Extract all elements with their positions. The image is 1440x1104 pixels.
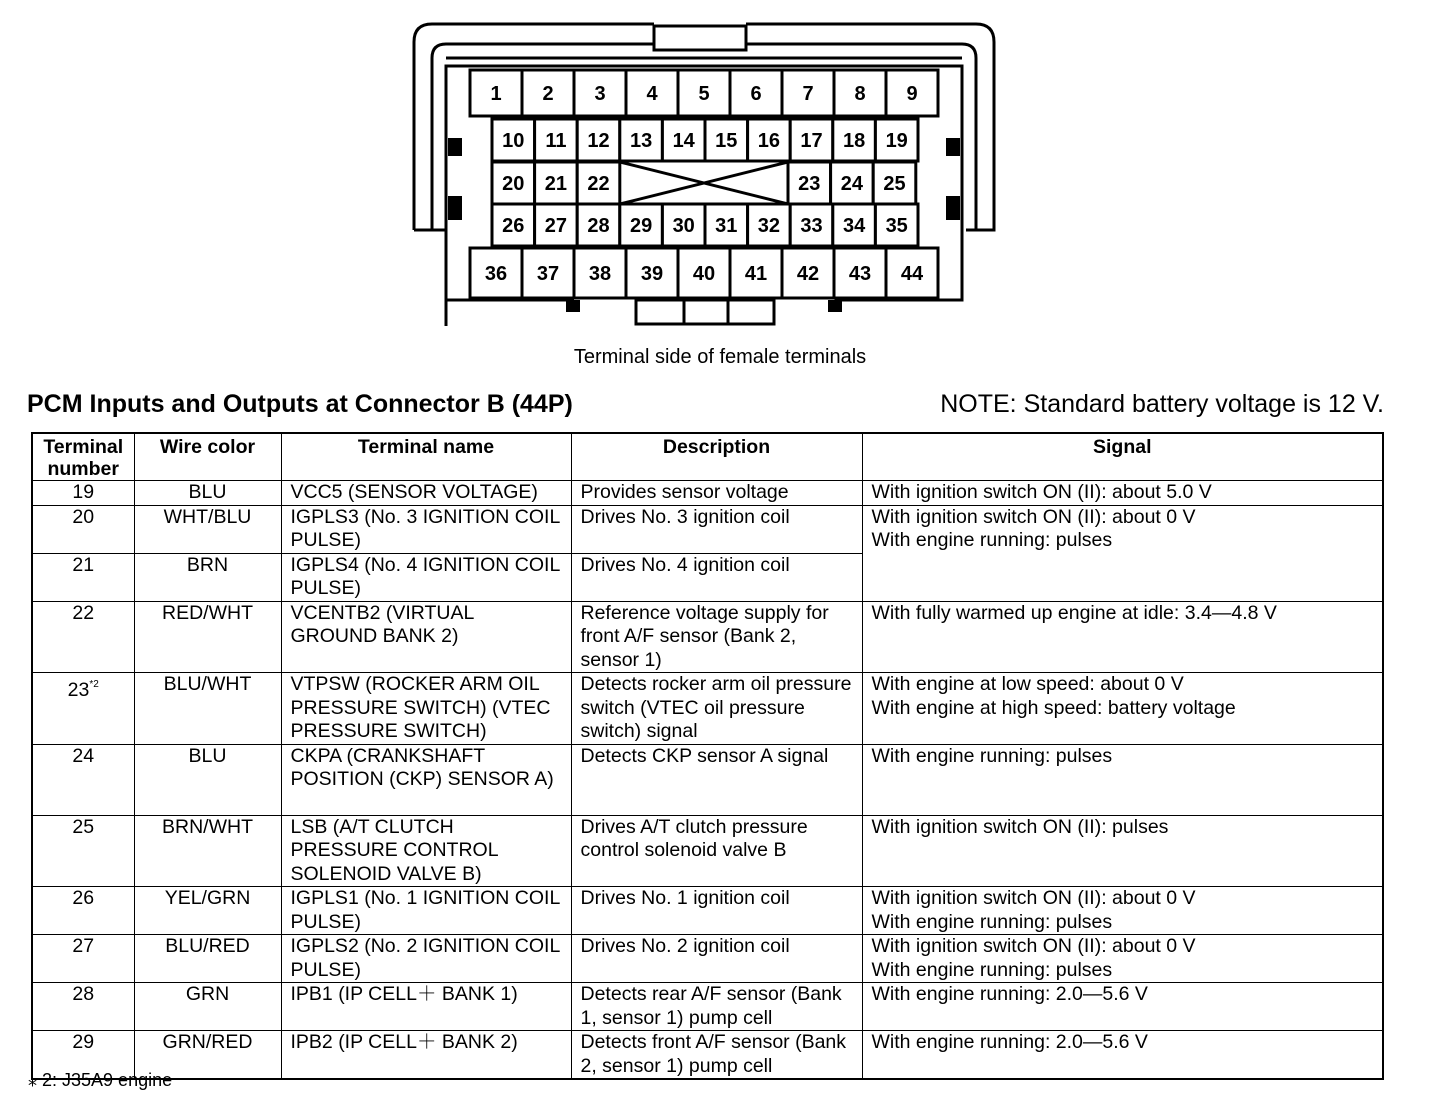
- signal-line: With fully warmed up engine at idle: 3.4—4.8 V: [871, 601, 1277, 624]
- description-cell: Detects CKP sensor A signal: [571, 744, 862, 815]
- signal-cell: [862, 887, 1383, 935]
- signal-line: With engine running: pulses: [871, 910, 1113, 933]
- terminal-number: 25: [72, 815, 95, 838]
- pin-number: 20: [502, 173, 525, 195]
- terminal-number: 26: [72, 887, 95, 909]
- pin-number: 44: [900, 263, 924, 285]
- pin-number: 37: [536, 263, 560, 285]
- pin-number: 21: [544, 173, 568, 195]
- description-cell: Detects rocker arm oil pressure switch (VTEC oil pressure switch) signal: [571, 673, 862, 745]
- description-cell: Detects front A/F sensor (Bank 2, sensor 1) pump cell: [571, 1031, 862, 1080]
- header-terminal-name: Terminal name: [281, 433, 571, 481]
- table-row: [32, 935, 1383, 983]
- table-row: [32, 601, 1383, 673]
- pin-number: 32: [757, 215, 781, 237]
- wire-color-cell: WHT/BLU: [134, 505, 281, 553]
- table-row: [32, 744, 1383, 815]
- signal-cell: [862, 505, 1383, 601]
- pin-number: 16: [757, 130, 781, 152]
- terminal-name-cell: IGPLS3 (No. 3 IGNITION COIL PULSE): [281, 505, 571, 553]
- terminal-name-cell: IGPLS1 (No. 1 IGNITION COIL PULSE): [281, 887, 571, 935]
- header-wire-color: Wire color: [134, 433, 281, 481]
- blanked-cavity: [620, 162, 788, 204]
- terminal-number-cell: [32, 505, 134, 553]
- signal-line: With engine at high speed: battery voltage: [871, 696, 1236, 719]
- signal-cell: [862, 601, 1383, 673]
- pin-number: 11: [545, 130, 567, 152]
- description-cell: Drives No. 2 ignition coil: [571, 935, 862, 983]
- pin-number: 41: [744, 263, 768, 285]
- wire-color-cell: BLU/WHT: [134, 673, 281, 745]
- pin-number: 1: [490, 83, 502, 105]
- header-signal: Signal: [862, 433, 1383, 481]
- pin-number: 23: [798, 173, 821, 195]
- signal-line: With engine running: 2.0—5.6 V: [871, 983, 1148, 1005]
- terminal-name-cell: IPB2 (IP CELL＋ BANK 2): [281, 1031, 571, 1080]
- pin-number: 30: [672, 215, 695, 237]
- pin-number: 7: [802, 83, 814, 105]
- description-cell: Drives No. 3 ignition coil: [571, 505, 862, 553]
- terminal-name-cell: VTPSW (ROCKER ARM OIL PRESSURE SWITCH) (VTEC PRESSURE SWITCH): [281, 673, 571, 745]
- pin-number: 9: [906, 83, 918, 105]
- signal-cell: [862, 744, 1383, 815]
- terminal-number: 20: [72, 505, 95, 528]
- terminal-number: 23: [67, 679, 90, 701]
- pin-number: 15: [715, 130, 738, 152]
- connector-diagram: [400, 10, 1020, 330]
- terminal-number-cell: [32, 887, 134, 935]
- terminal-number-cell: [32, 673, 134, 745]
- signal-line: With ignition switch ON (II): about 0 V: [871, 887, 1196, 909]
- signal-line: With ignition switch ON (II): pulses: [871, 815, 1169, 838]
- pin-number: 40: [692, 263, 716, 285]
- header-terminal-number: Terminal number: [32, 433, 134, 481]
- pin-number: 25: [883, 173, 906, 195]
- wire-color-cell: BLU: [134, 481, 281, 506]
- description-cell: Provides sensor voltage: [571, 481, 862, 506]
- pin-number: 35: [885, 215, 908, 237]
- terminal-name-cell: VCC5 (SENSOR VOLTAGE): [281, 481, 571, 506]
- pin-number: 5: [698, 83, 710, 105]
- table-row: [32, 983, 1383, 1031]
- pin-number: 26: [502, 215, 525, 237]
- signal-line: With ignition switch ON (II): about 0 V: [871, 935, 1196, 957]
- pin-number: 29: [629, 215, 653, 237]
- description-cell: Drives No. 1 ignition coil: [571, 887, 862, 935]
- signal-line: With engine at low speed: about 0 V: [871, 673, 1184, 695]
- signal-cell: [862, 673, 1383, 745]
- terminal-number-cell: [32, 815, 134, 887]
- table-row: [32, 673, 1383, 745]
- description-cell: Reference voltage supply for front A/F sensor (Bank 2, sensor 1): [571, 601, 862, 673]
- pin-number: 27: [544, 215, 568, 237]
- wire-color-cell: BLU/RED: [134, 935, 281, 983]
- terminal-number: 19: [72, 481, 95, 503]
- pin-number: 4: [646, 83, 658, 105]
- table-row: [32, 481, 1383, 506]
- pin-number: 36: [484, 263, 508, 285]
- pin-number: 42: [796, 263, 820, 285]
- pin-number: 34: [842, 215, 866, 237]
- description-cell: Detects rear A/F sensor (Bank 1, sensor 1) pump cell: [571, 983, 862, 1031]
- pin-number: 43: [848, 263, 872, 285]
- description-cell: Drives No. 4 ignition coil: [571, 553, 862, 601]
- wire-color-cell: RED/WHT: [134, 601, 281, 673]
- signal-line: With ignition switch ON (II): about 0 V: [871, 505, 1196, 528]
- terminal-number: 24: [72, 744, 95, 767]
- terminal-number-cell: [32, 744, 134, 815]
- terminal-name-cell: IGPLS2 (No. 2 IGNITION COIL PULSE): [281, 935, 571, 983]
- wire-color-cell: BRN/WHT: [134, 815, 281, 887]
- pin-number: 31: [715, 215, 738, 237]
- footnote: ⁎ 2: J35A9 engine: [28, 1070, 173, 1090]
- pin-number: 3: [594, 83, 606, 105]
- terminal-name-cell: LSB (A/T CLUTCH PRESSURE CONTROL SOLENOID VALVE B): [281, 815, 571, 887]
- wire-color-cell: BLU: [134, 744, 281, 815]
- table-row: [32, 815, 1383, 887]
- terminal-name-cell: CKPA (CRANKSHAFT POSITION (CKP) SENSOR A): [281, 744, 571, 815]
- wire-color-cell: GRN/RED: [134, 1031, 281, 1080]
- pin-number: 22: [587, 173, 610, 195]
- pin-number: 2: [542, 83, 554, 105]
- diagram-caption: Terminal side of female terminals: [573, 346, 867, 368]
- terminal-name-cell: VCENTB2 (VIRTUAL GROUND BANK 2): [281, 601, 571, 673]
- signal-line: With engine running: pulses: [871, 529, 1113, 551]
- terminal-name-cell: IGPLS4 (No. 4 IGNITION COIL PULSE): [281, 553, 571, 601]
- pin-number: 19: [885, 130, 908, 152]
- wire-color-cell: GRN: [134, 983, 281, 1031]
- signal-cell: [862, 935, 1383, 983]
- terminal-number: 22: [72, 601, 95, 624]
- table-header-row: [32, 433, 1383, 481]
- signal-cell: [862, 983, 1383, 1031]
- pin-number: 6: [750, 83, 762, 105]
- pin-number: 12: [587, 130, 610, 152]
- signal-line: With ignition switch ON (II): about 5.0 V: [871, 481, 1212, 503]
- pin-number: 24: [840, 173, 864, 195]
- pin-number: 38: [588, 263, 612, 285]
- pin-number: 17: [800, 130, 823, 152]
- signal-cell: [862, 481, 1383, 506]
- pin-number: 10: [502, 130, 525, 152]
- pin-number: 13: [629, 130, 653, 152]
- wire-color-cell: BRN: [134, 553, 281, 601]
- table-row: [32, 1031, 1383, 1080]
- wire-color-cell: YEL/GRN: [134, 887, 281, 935]
- terminal-number-cell: [32, 935, 134, 983]
- terminal-number-cell: [32, 553, 134, 601]
- terminal-number: 29: [72, 1031, 95, 1053]
- terminal-number-cell: [32, 601, 134, 673]
- terminal-number: 28: [72, 983, 95, 1005]
- pin-number: 14: [672, 130, 695, 152]
- signal-cell: [862, 1031, 1383, 1080]
- pin-number: 18: [842, 130, 866, 152]
- signal-line: With engine running: 2.0—5.6 V: [871, 1031, 1148, 1053]
- pin-number: 39: [640, 263, 664, 285]
- terminal-number-cell: [32, 983, 134, 1031]
- terminal-number: 21: [72, 553, 95, 576]
- header-description: Description: [571, 433, 862, 481]
- description-cell: Drives A/T clutch pressure control solenoid valve B: [571, 815, 862, 887]
- pin-table: [31, 432, 1384, 1080]
- signal-line: With engine running: pulses: [871, 744, 1113, 767]
- pin-number: 8: [854, 83, 866, 105]
- terminal-number-cell: [32, 481, 134, 506]
- table-row: [32, 505, 1383, 553]
- terminal-name-cell: IPB1 (IP CELL＋ BANK 1): [281, 983, 571, 1031]
- terminal-number: 27: [72, 935, 95, 957]
- pin-number: 33: [800, 215, 823, 237]
- pin-number: 28: [587, 215, 610, 237]
- battery-note: NOTE: Standard battery voltage is 12 V.: [940, 390, 1384, 418]
- signal-line: With engine running: pulses: [871, 958, 1113, 981]
- signal-cell: [862, 815, 1383, 887]
- table-row: [32, 887, 1383, 935]
- footnote-marker: *2: [89, 679, 99, 690]
- section-title: PCM Inputs and Outputs at Connector B (44P): [27, 390, 573, 418]
